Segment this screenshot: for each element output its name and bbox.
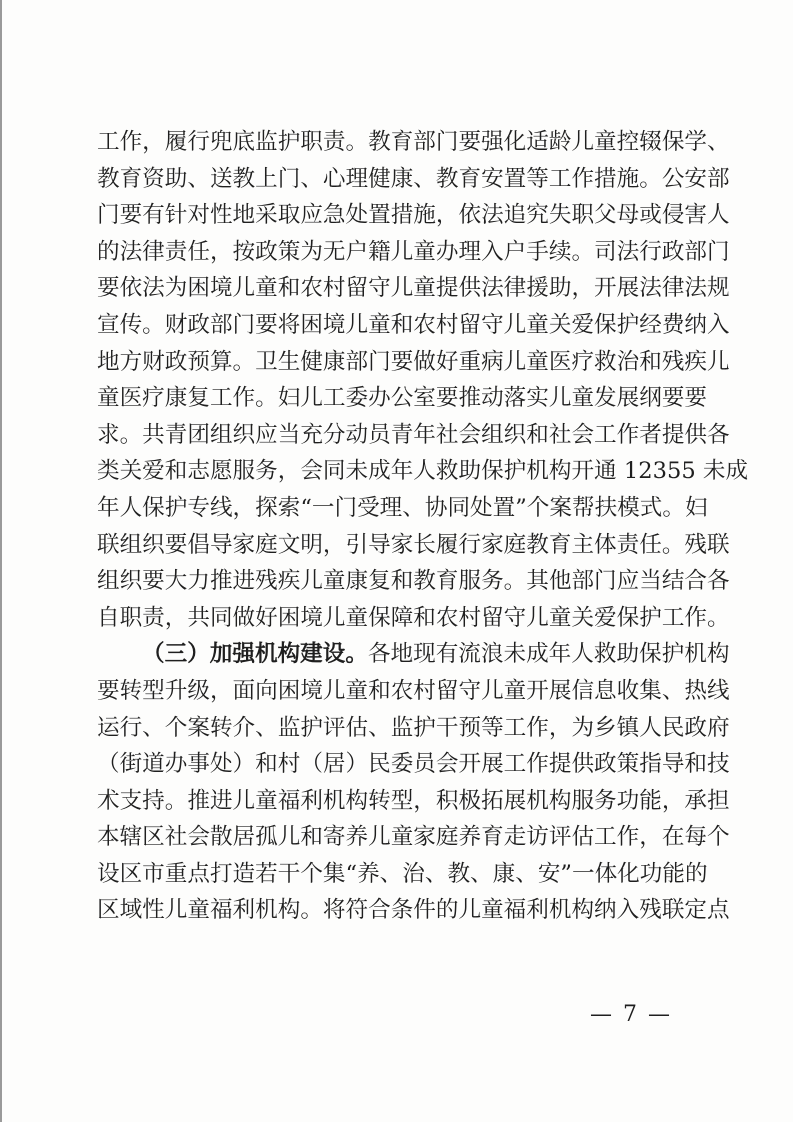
scan-edge [0,0,2,1122]
section-heading: （三）加强机构建设。 [142,641,368,668]
text-line: 本辖区社会散居孤儿和寄养儿童家庭养育走访评估工作，在每个 [97,824,730,851]
text-line: 的法律责任，按政策为无户籍儿童办理入户手续。司法行政部门 [97,238,730,265]
text-line: 设区市重点打造若干个集“养、治、教、康、安”一体化功能的 [97,860,708,887]
text-line: 要转型升级，面向困境儿童和农村留守儿童开展信息收集、热线 [97,677,730,704]
text-line: 地方财政预算。卫生健康部门要做好重病儿童医疗救治和残疾儿 [97,348,730,375]
text-line: 年人保护专线，探索“一门受理、协同处置”个案帮扶模式。妇 [97,494,708,521]
text-line: 区域性儿童福利机构。将符合条件的儿童福利机构纳入残联定点 [97,897,730,924]
text-line: 要依法为困境儿童和农村留守儿童提供法律援助，开展法律法规 [97,275,730,302]
text-line: 联组织要倡导家庭文明，引导家长履行家庭教育主体责任。残联 [97,531,730,558]
body-text [97,124,749,929]
page-number: — 7 — [590,1002,672,1027]
text-line: 求。共青团组织应当充分动员青年社会组织和社会工作者提供各 [97,421,730,448]
text-line: 组织要大力推进残疾儿童康复和教育服务。其他部门应当结合各 [97,568,730,595]
text-line: 术支持。推进儿童福利机构转型，积极拓展机构服务功能，承担 [97,787,730,814]
text-line: 宣传。财政部门要将困境儿童和农村留守儿童关爱保护经费纳入 [97,311,730,338]
section-heading-rest: 各地现有流浪未成年人救助保护机构 [367,641,730,668]
text-line: 自职责，共同做好困境儿童保障和农村留守儿童关爱保护工作。 [97,604,730,631]
text-line: 童医疗康复工作。妇儿工委办公室要推动落实儿童发展纲要要 [97,385,708,412]
text-line: （街道办事处）和村（居）民委员会开展工作提供政策指导和技 [97,751,730,778]
text-line: 运行、个案转介、监护评估、监护干预等工作，为乡镇人民政府 [97,714,730,741]
section-heading-line [97,636,730,673]
text-line: 工作，履行兜底监护职责。教育部门要强化适龄儿童控辍保学、 [97,129,730,155]
text-line: 类关爱和志愿服务，会同未成年人救助保护机构开通 12355 未成 [97,458,749,485]
text-line: 门要有针对性地采取应急处置措施，依法追究失职父母或侵害人 [97,202,730,229]
text-line: 教育资助、送教上门、心理健康、教育安置等工作措施。公安部 [97,165,730,192]
